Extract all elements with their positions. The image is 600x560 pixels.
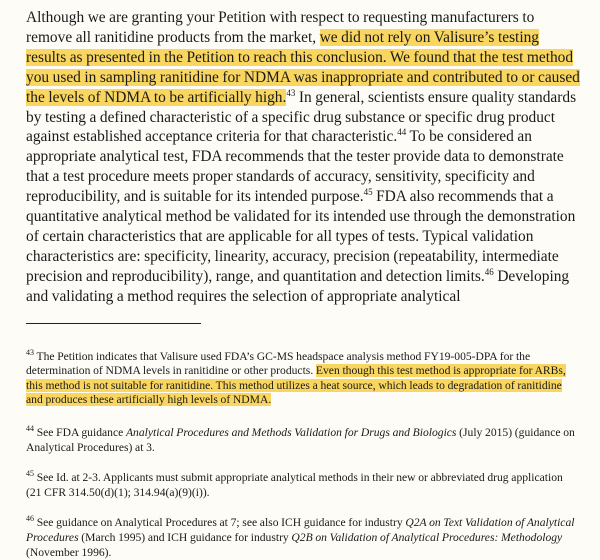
footnote-44	[26, 426, 580, 455]
footnote-text: The Petition indicates that Valisure used FDA’s GC-MS headspace analysis method FY19-005-DPA for the determination of NDMA levels in ranitidine or other products.	[26, 349, 531, 378]
body-text-segment: To be considered an appropriate analytical test, FDA recommends that the tester provide data to demonstrate that a test procedure meets proper standards of accuracy, sensitivity, specificity and reproducibility, and is suitable for its intended purpose.	[26, 128, 564, 206]
footnote-46	[26, 516, 580, 560]
body-text-segment: FDA also recommends that a quantitative analytical method be validated for its intended use through the demonstration of certain characteristics that are applicable for all types of tests. Typical validation characteristics are: specificity, linearity, accuracy, precision (repeatability, intermediate precision and reproducibility), range, and quantitation and detection limits.	[26, 188, 576, 285]
footnote-ref-44: 44	[397, 127, 407, 138]
guidance-title: Q2A on Text Validation of Analytical Procedures	[26, 516, 575, 544]
footnote-ref-43: 43	[286, 87, 296, 98]
footnote-text: (March 1995) and ICH guidance for industry	[78, 530, 292, 544]
footnote-ref-45: 45	[363, 187, 373, 198]
footnote-separator	[26, 323, 201, 324]
footnote-ref-46: 46	[484, 266, 494, 277]
footnote-45	[26, 471, 580, 500]
body-text-segment: Developing and validating a method requires the selection of appropriate analytical	[26, 267, 570, 305]
highlighted-text: we did not rely on Valisure’s testing results as presented in the Petition to reach this conclusion. We found that the test method you used in sampling ranitidine for NDMA was inappropriate and contributed to or caused the levels of NDMA to be artificially high.	[26, 28, 580, 106]
guidance-title: Q2B on Validation of Analytical Procedures: Methodology	[291, 530, 563, 544]
footnote-text: See guidance on Analytical Procedures at 7; see also ICH guidance for industry	[34, 516, 406, 530]
footnote-text: (November 1996).	[26, 545, 112, 559]
footnote-43	[26, 347, 580, 408]
guidance-title: Analytical Procedures and Methods Validation for Drugs and Biologics	[125, 425, 457, 439]
footnote-number: 44	[26, 424, 34, 434]
footnote-number: 46	[26, 514, 34, 524]
highlighted-text: Even though this test method is appropriate for ARBs, this method is not suitable for ranitidine. This method utilizes a heat source, which leads to degradation of ranitidine and produces these artificially high levels of NDMA.	[26, 364, 566, 407]
footnote-number: 43	[26, 347, 34, 357]
footnote-text: (July 2015) (guidance on Analytical Procedures) at 3.	[26, 425, 575, 454]
footnote-number: 45	[26, 469, 34, 479]
footnote-text: See Id. at 2-3. Applicants must submit appropriate analytical methods in their new or abbreviated drug application (21 CFR 314.50(d)(1); 314.94(a)(9)(i)).	[26, 471, 563, 499]
body-text-segment: Although we are granting your Petition with respect to requesting manufacturers to remove all ranitidine products from the market,	[26, 9, 535, 46]
main-paragraph	[26, 8, 580, 307]
body-text-segment: In general, scientists ensure quality standards by testing a defined characteristic of a specific drug substance or specific drug product against established acceptance criteria for that characteristic.	[26, 88, 577, 146]
footnote-text: See FDA guidance	[34, 425, 126, 439]
